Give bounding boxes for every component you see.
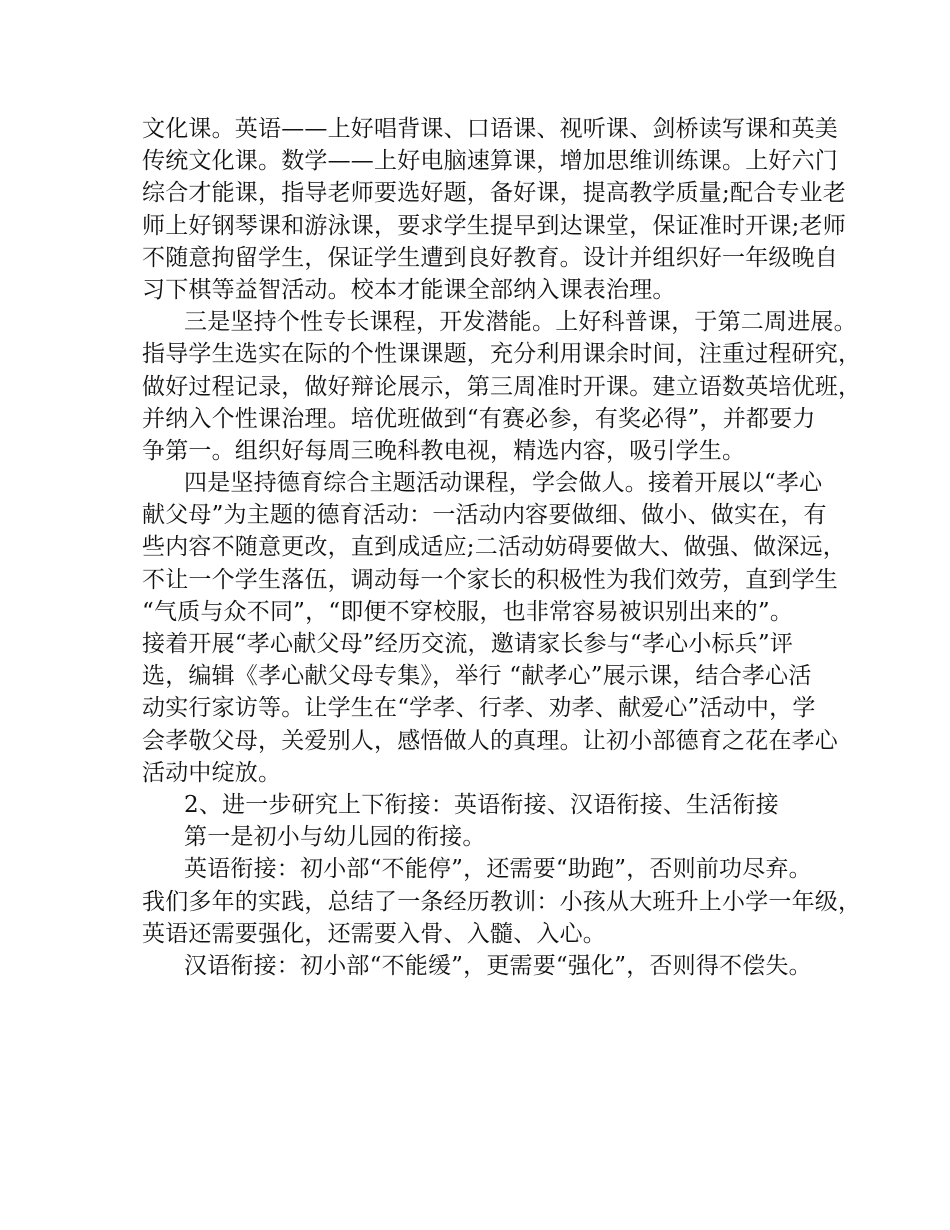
- section-heading-line: 2、进一步研究上下衔接：英语衔接、汉语衔接、生活衔接: [184, 791, 779, 818]
- text-line: 综合才能课，指导老师要选好题，备好课，提高教学质量;配合专业老: [142, 180, 846, 207]
- paragraph-start-line: 汉语衔接：初小部“不能缓”，更需要“强化”，否则得不偿失。: [184, 952, 812, 979]
- document-body: [142, 113, 862, 982]
- text-line: 指导学生选实在际的个性课课题，充分利用课余时间，注重过程研究，: [142, 341, 862, 368]
- paragraph-start-line: 四是坚持德育综合主题活动课程，学会做人。接着开展以“孝心: [184, 470, 823, 497]
- text-line: 师上好钢琴课和游泳课，要求学生提早到达课堂，保证准时开课;老师: [142, 212, 846, 239]
- text-line: 动实行家访等。让学生在“学孝、行孝、劝孝、献爱心”活动中，学: [142, 695, 816, 722]
- text-line: 我们多年的实践，总结了一条经历教训：小孩从大班升上小学一年级，: [142, 888, 862, 915]
- text-line: 不随意拘留学生，保证学生遭到良好教育。设计并组织好一年级晚自: [142, 244, 838, 271]
- text-line: 习下棋等益智活动。校本才能课全部纳入课表治理。: [142, 276, 676, 303]
- text-line: 文化课。英语——上好唱背课、口语课、视听课、剑桥读写课和英美: [142, 116, 838, 142]
- text-line: 英语还需要强化，还需要入骨、入髓、入心。: [142, 920, 606, 947]
- text-line: 选，编辑《孝心献父母专集》，举行 “献孝心”展示课，结合孝心活: [142, 663, 812, 690]
- text-line: 接着开展“孝心献父母”经历交流，邀请家长参与“孝心小标兵”评: [142, 631, 794, 657]
- text-line: 做好过程记录，做好辩论展示，第三周准时开课。建立语数英培优班，: [142, 373, 862, 400]
- text-line: 活动中绽放。: [142, 759, 282, 786]
- text-line: 会孝敬父母，关爱别人，感悟做人的真理。让初小部德育之花在孝心: [142, 727, 838, 754]
- paragraph-start-line: 英语衔接：初小部“不能停”，还需要“助跑”，否则前功尽弃。: [184, 856, 812, 883]
- text-line: 传统文化课。数学——上好电脑速算课，增加思维训练课。上好六门: [142, 148, 838, 175]
- paragraph-start-line: 第一是初小与幼儿园的衔接。: [184, 824, 486, 851]
- text-line: “气质与众不同”，“即便不穿校服，也非常容易被识别出来的”。: [142, 598, 794, 625]
- text-line: 并纳入个性课治理。培优班做到“有赛必参，有奖必得”，并都要力: [142, 405, 816, 432]
- paragraph-start-line: 三是坚持个性专长课程，开发潜能。上好科普课，于第二周进展。: [184, 309, 857, 336]
- text-line: 争第一。组织好每周三晚科教电视，精选内容，吸引学生。: [142, 437, 746, 464]
- text-line: 些内容不随意更改，直到成适应;二活动妨碍要做大、做强、做深远，: [142, 534, 846, 561]
- text-line: 不让一个学生落伍，调动每一个家长的积极性为我们效劳，直到学生: [142, 566, 838, 593]
- text-line: 献父母”为主题的德育活动：一活动内容要做细、做小、做实在，有: [142, 502, 827, 529]
